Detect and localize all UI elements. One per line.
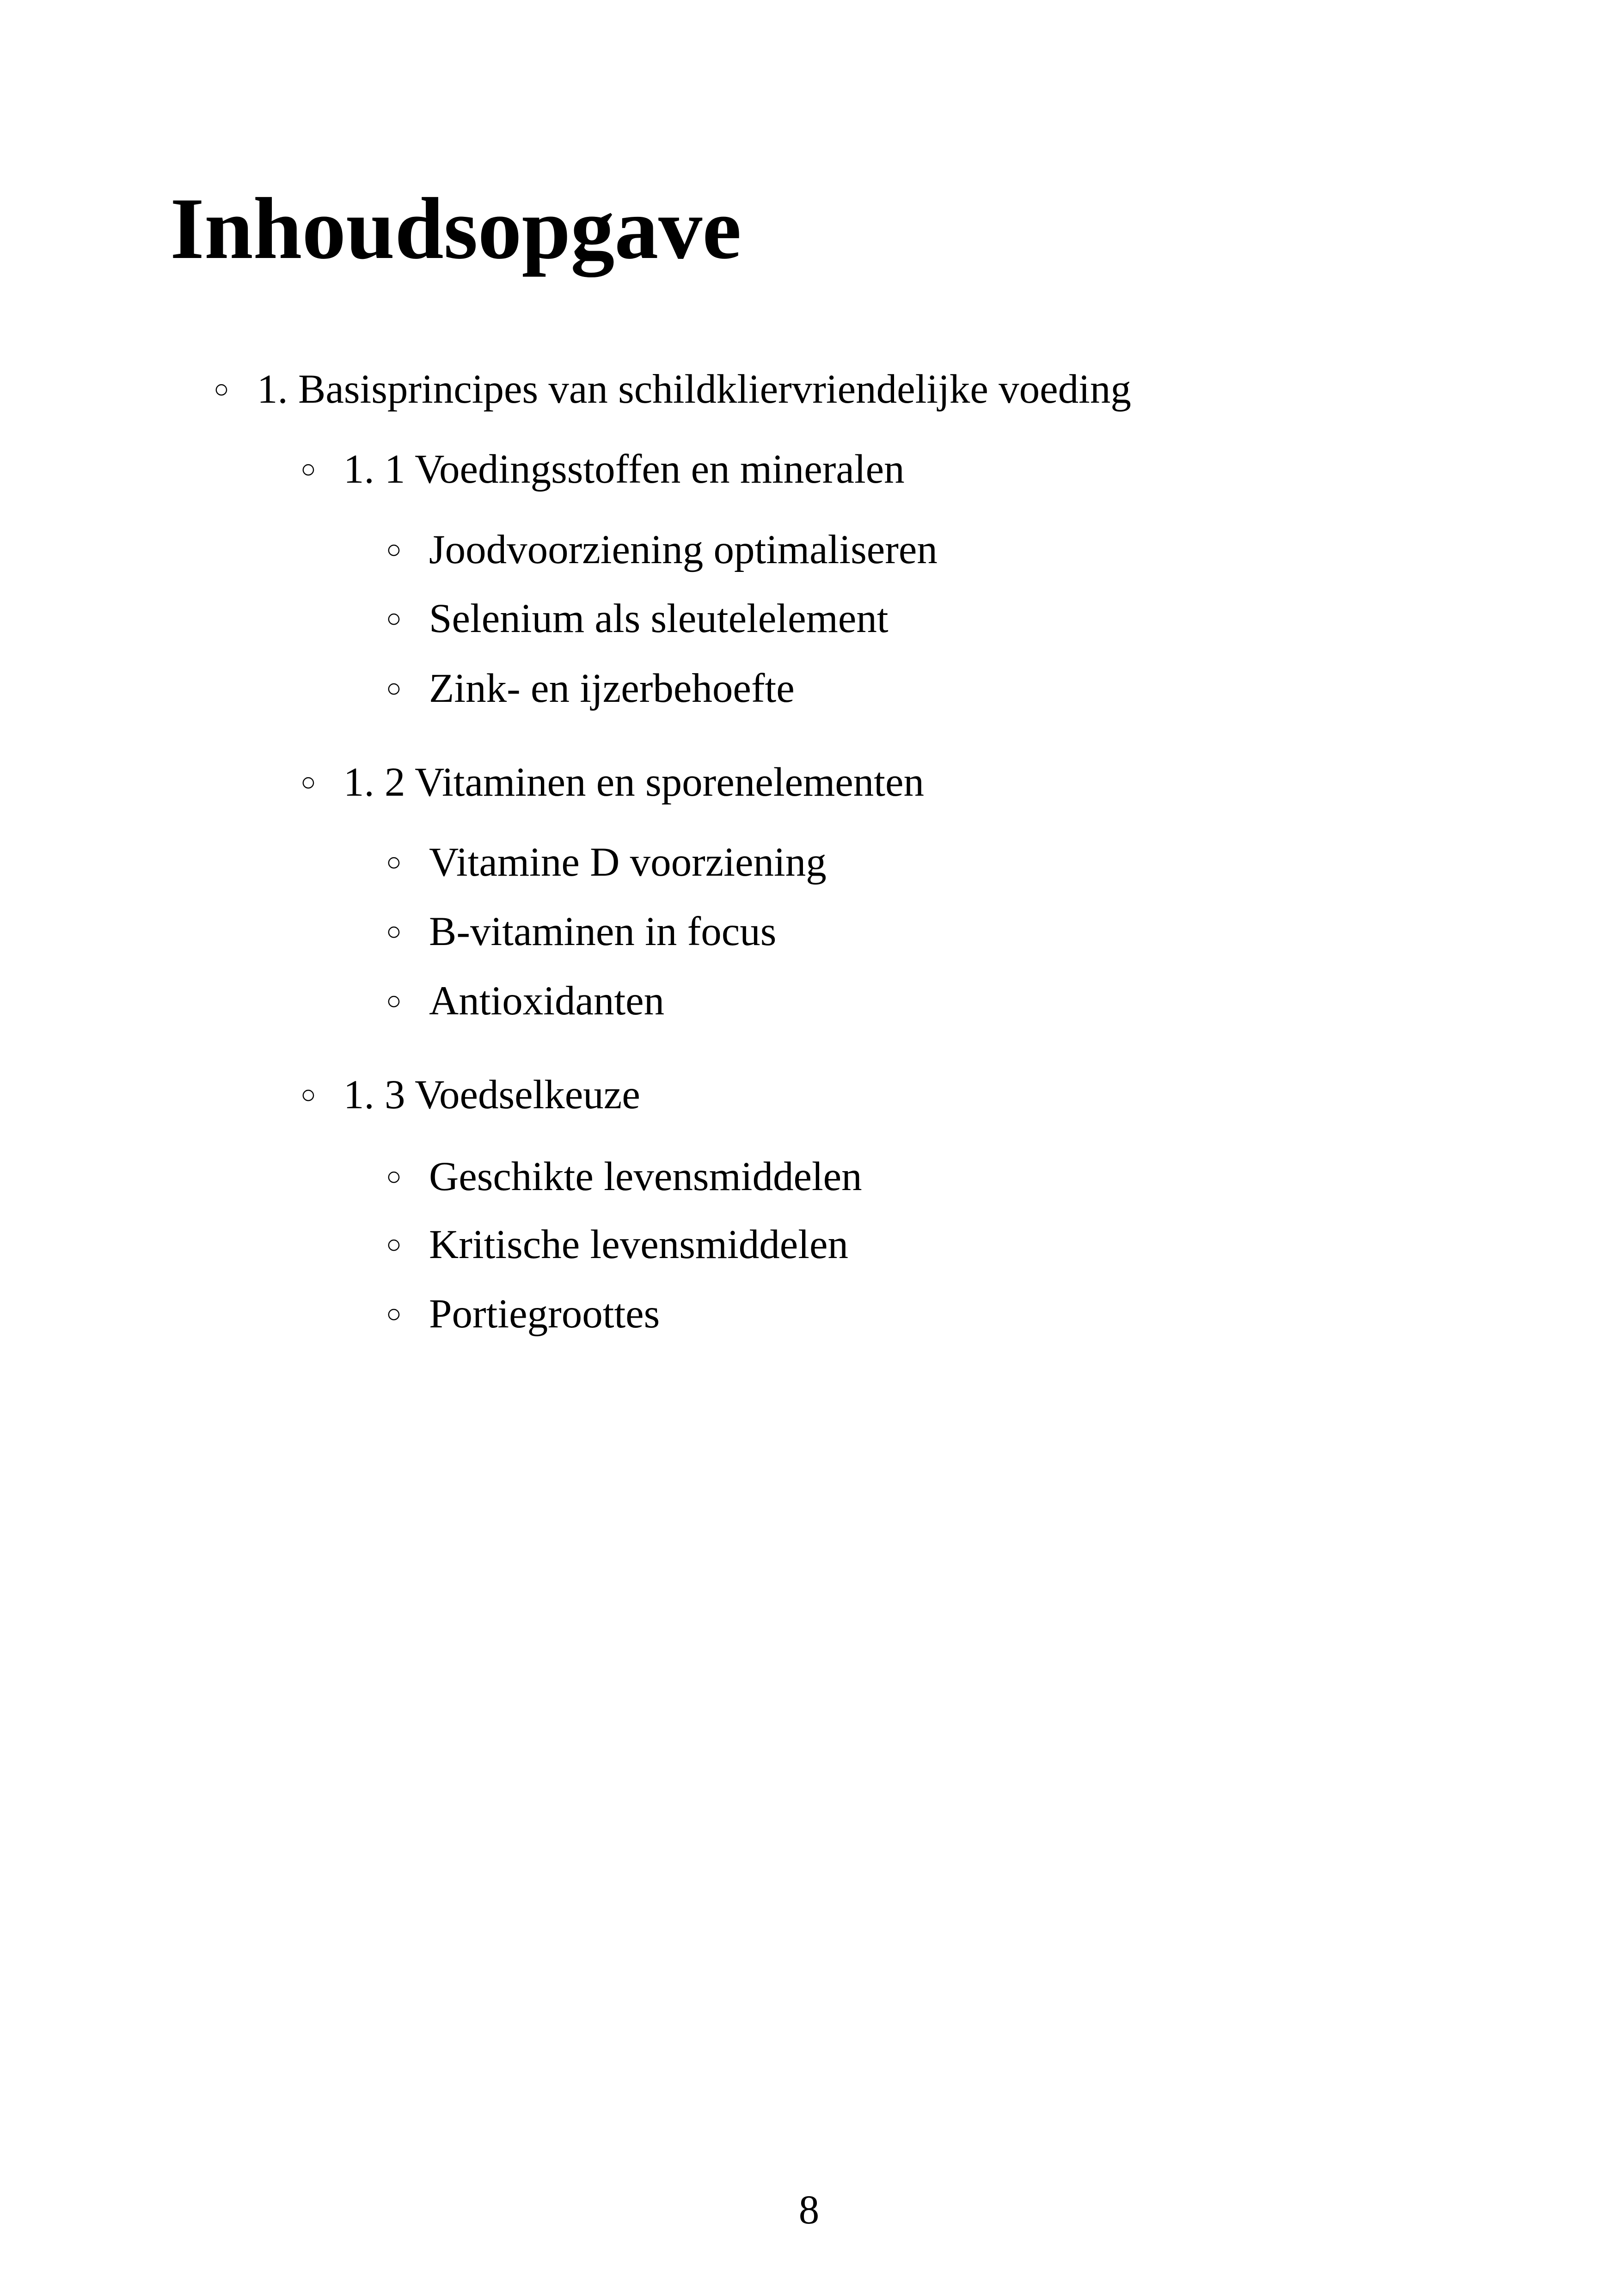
page-number: 8 (798, 2187, 820, 2233)
toc-subitem-label: Selenium als sleutelelement (429, 596, 889, 641)
toc-chapter-1[interactable] (214, 364, 1131, 415)
toc-subitem[interactable] (386, 976, 665, 1026)
circle-bullet-icon: ○ (386, 917, 402, 946)
toc-subitem[interactable] (386, 1219, 849, 1270)
toc-subitem-label: Zink- en ijzerbehoefte (429, 666, 795, 711)
toc-subitem[interactable] (386, 837, 827, 888)
page-title: Inhoudsopgave (170, 180, 742, 277)
circle-bullet-icon: ○ (386, 1230, 402, 1259)
toc-subitem-label: Kritische levensmiddelen (429, 1222, 849, 1267)
toc-subitem-label: Antioxidanten (429, 978, 665, 1024)
circle-bullet-icon: ○ (300, 455, 316, 484)
circle-bullet-icon: ○ (386, 674, 402, 703)
toc-subitem[interactable] (386, 663, 795, 714)
toc-chapter-label: 1. Basisprincipes van schildkliervriendelijke voeding (257, 367, 1131, 412)
circle-bullet-icon: ○ (300, 1080, 316, 1109)
toc-section-label: 1. 2 Vitaminen en sporenelementen (343, 760, 924, 805)
circle-bullet-icon: ○ (386, 604, 402, 633)
toc-section-label: 1. 1 Voedingsstoffen en mineralen (343, 447, 905, 492)
toc-subitem-label: Vitamine D voorziening (429, 840, 827, 885)
circle-bullet-icon: ○ (386, 535, 402, 564)
circle-bullet-icon: ○ (300, 768, 316, 797)
circle-bullet-icon: ○ (386, 987, 402, 1015)
circle-bullet-icon: ○ (214, 375, 229, 404)
toc-section-1-2[interactable] (300, 757, 924, 808)
circle-bullet-icon: ○ (386, 848, 402, 877)
toc-subitem-label: B-vitaminen in focus (429, 909, 777, 954)
circle-bullet-icon: ○ (386, 1300, 402, 1328)
toc-subitem-label: Joodvoorziening optimaliseren (429, 527, 938, 572)
toc-section-1-3[interactable] (300, 1069, 640, 1120)
toc-subitem[interactable] (386, 1289, 660, 1339)
toc-subitem[interactable] (386, 524, 938, 575)
toc-subitem[interactable] (386, 593, 889, 644)
circle-bullet-icon: ○ (386, 1162, 402, 1191)
toc-section-label: 1. 3 Voedselkeuze (343, 1072, 640, 1117)
toc-section-1-1[interactable] (300, 444, 905, 495)
toc-subitem-label: Geschikte levensmiddelen (429, 1154, 862, 1199)
toc-subitem[interactable] (386, 906, 777, 957)
toc-subitem-label: Portiegroottes (429, 1291, 660, 1337)
toc-subitem[interactable] (386, 1151, 862, 1202)
